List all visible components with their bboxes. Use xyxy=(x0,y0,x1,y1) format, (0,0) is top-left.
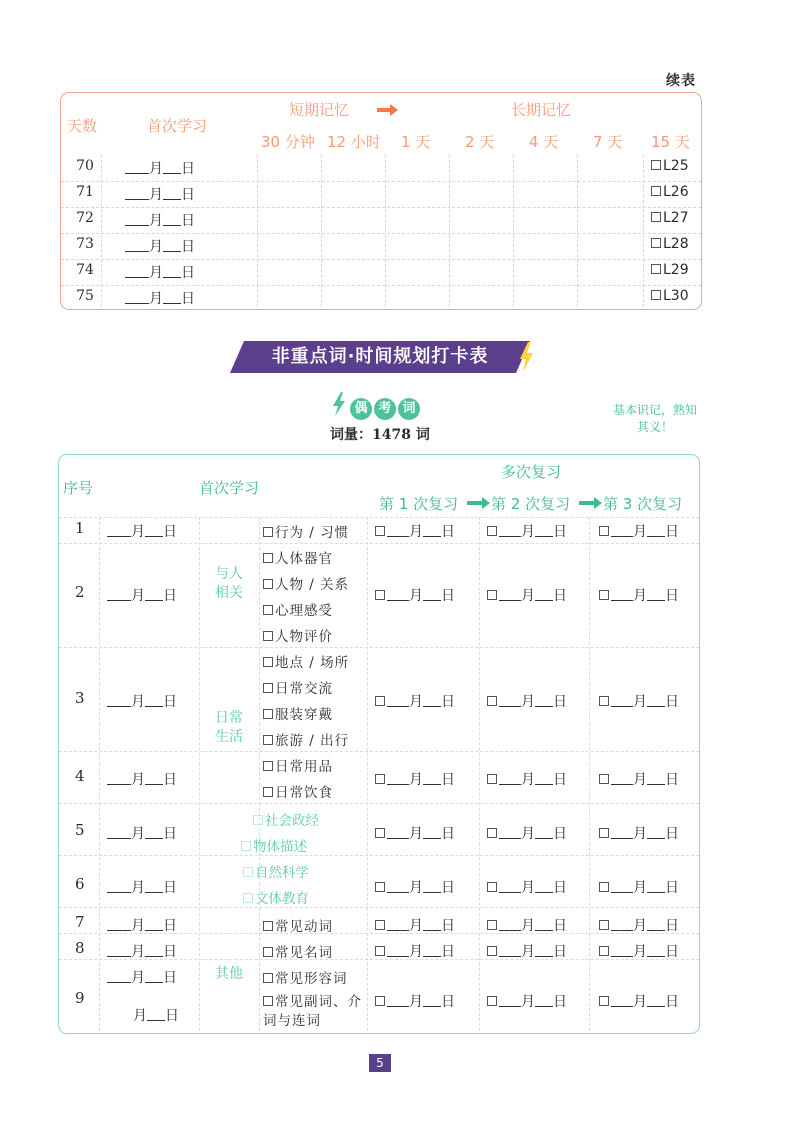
checkbox-icon xyxy=(263,921,273,931)
day-number: 70 xyxy=(76,158,94,174)
word-count: 词量：1478 词 xyxy=(330,427,430,443)
review-date-field[interactable]: 月 日 xyxy=(375,877,455,897)
lesson-checkbox[interactable]: L28 xyxy=(651,236,689,252)
category-label: 与人 相关 xyxy=(215,566,243,601)
header-interval-30min: 30 分钟 xyxy=(261,133,315,151)
review-date-field[interactable]: 月 日 xyxy=(599,941,679,961)
header-review-1: 第 1 次复习 xyxy=(379,495,459,513)
category-label: 其他 xyxy=(215,966,243,982)
subcategory-checkbox[interactable]: 人物评价 xyxy=(263,625,333,645)
checkbox-icon xyxy=(651,160,661,170)
checkbox-icon xyxy=(487,920,497,930)
review-date-field[interactable]: 月 日 xyxy=(375,823,455,843)
checkbox-icon xyxy=(651,290,661,300)
date-field[interactable]: 月 日 xyxy=(107,769,177,789)
row-number: 1 xyxy=(75,519,85,537)
subcategory-checkbox[interactable]: 心理感受 xyxy=(263,599,333,619)
arrow-right-icon xyxy=(377,103,399,117)
table-row xyxy=(61,207,701,233)
header-index: 序号 xyxy=(63,479,94,497)
checkbox-icon xyxy=(599,526,609,536)
checkbox-icon xyxy=(599,920,609,930)
header-short-term: 短期记忆 xyxy=(289,101,350,119)
date-field[interactable]: 月 日 xyxy=(107,877,177,897)
checkbox-icon xyxy=(263,787,273,797)
subcategory-checkbox[interactable]: 物体描述 xyxy=(241,835,307,855)
date-field[interactable]: 月 日 xyxy=(133,1008,179,1024)
subcategory-checkbox[interactable]: 常见形容词 xyxy=(263,967,348,987)
header-interval-2d: 2 天 xyxy=(465,133,495,151)
date-field[interactable]: 月 日 xyxy=(107,941,177,961)
review-date-field[interactable]: 月 日 xyxy=(375,941,455,961)
row-number: 2 xyxy=(75,583,85,601)
subcategory-checkbox[interactable]: 日常交流 xyxy=(263,677,333,697)
row-number: 4 xyxy=(75,767,85,785)
checkbox-icon xyxy=(375,882,385,892)
lesson-checkbox[interactable]: L25 xyxy=(651,158,689,174)
lightning-bolt-icon xyxy=(518,342,534,372)
review-date-field[interactable]: 月 日 xyxy=(375,915,455,935)
review-date-field[interactable]: 月 日 xyxy=(599,991,679,1011)
review-date-field[interactable]: 月 日 xyxy=(599,915,679,935)
date-field[interactable]: 月 日 xyxy=(125,236,195,256)
checkbox-icon xyxy=(375,920,385,930)
review-date-field[interactable]: 月 日 xyxy=(487,877,567,897)
table-row xyxy=(61,181,701,207)
day-number: 73 xyxy=(76,236,94,252)
review-date-field[interactable]: 月 日 xyxy=(599,877,679,897)
checkbox-icon xyxy=(263,735,273,745)
checkbox-icon xyxy=(375,526,385,536)
side-note: 基本识记，熟知其义！ xyxy=(612,403,697,434)
checkbox-icon xyxy=(487,828,497,838)
date-field[interactable]: 月 日 xyxy=(107,967,177,987)
review-date-field[interactable]: 月 日 xyxy=(487,823,567,843)
lesson-checkbox[interactable]: L27 xyxy=(651,210,689,226)
table-row xyxy=(61,259,701,285)
checkbox-icon xyxy=(263,605,273,615)
checkbox-icon xyxy=(599,946,609,956)
subcategory-checkbox[interactable]: 常见副词、介词与连词 xyxy=(263,994,362,1029)
review-date-field[interactable]: 月 日 xyxy=(375,991,455,1011)
checkbox-icon xyxy=(263,683,273,693)
checkbox-icon xyxy=(375,946,385,956)
date-field[interactable]: 月 日 xyxy=(125,184,195,204)
checkbox-icon xyxy=(263,657,273,667)
checkbox-icon xyxy=(599,828,609,838)
checkbox-icon xyxy=(599,590,609,600)
checkbox-icon xyxy=(651,264,661,274)
category-subtitle xyxy=(332,392,422,418)
review-date-field[interactable]: 月 日 xyxy=(599,823,679,843)
review-date-field[interactable]: 月 日 xyxy=(487,585,567,605)
review-date-field[interactable]: 月 日 xyxy=(375,585,455,605)
day-number: 71 xyxy=(76,184,94,200)
checkbox-icon xyxy=(599,696,609,706)
checkbox-icon xyxy=(263,947,273,957)
checkbox-icon xyxy=(487,996,497,1006)
lesson-checkbox[interactable]: L29 xyxy=(651,262,689,278)
review-date-field[interactable]: 月 日 xyxy=(487,521,567,541)
checkbox-icon xyxy=(263,996,273,1006)
header-review-group: 多次复习 xyxy=(501,463,562,481)
row-number: 5 xyxy=(75,821,85,839)
subcategory-checkbox[interactable]: 服装穿戴 xyxy=(263,703,333,723)
date-field[interactable]: 月 日 xyxy=(107,691,177,711)
review-date-field[interactable]: 月 日 xyxy=(487,769,567,789)
lesson-checkbox[interactable]: L30 xyxy=(651,288,689,304)
arrow-right-icon xyxy=(467,496,491,510)
date-field[interactable]: 月 日 xyxy=(107,585,177,605)
subcategory-checkbox[interactable]: 旅游 / 出行 xyxy=(263,729,349,749)
category-label: 日常 生活 xyxy=(215,710,243,745)
review-date-field[interactable]: 月 日 xyxy=(599,585,679,605)
lesson-checkbox[interactable]: L26 xyxy=(651,184,689,200)
subcategory-checkbox[interactable]: 日常用品 xyxy=(263,755,333,775)
header-review-2: 第 2 次复习 xyxy=(491,495,571,513)
subcategory-checkbox[interactable]: 常见动词 xyxy=(263,915,333,935)
review-date-field[interactable]: 月 日 xyxy=(599,769,679,789)
section-title-banner xyxy=(230,341,530,373)
header-first-study: 首次学习 xyxy=(147,117,208,135)
checkbox-icon xyxy=(599,774,609,784)
date-field[interactable]: 月 日 xyxy=(107,915,177,935)
date-field[interactable]: 月 日 xyxy=(125,158,195,178)
page-number: 5 xyxy=(369,1054,391,1072)
header-interval-4d: 4 天 xyxy=(529,133,559,151)
review-date-field[interactable]: 月 日 xyxy=(487,691,567,711)
review-date-field[interactable]: 月 日 xyxy=(487,915,567,935)
continuation-label: 续表 xyxy=(666,73,696,89)
header-interval-15d: 15 天 xyxy=(651,133,690,151)
checkbox-icon xyxy=(487,696,497,706)
checkbox-icon xyxy=(263,973,273,983)
checkbox-icon xyxy=(487,882,497,892)
date-field[interactable]: 月 日 xyxy=(107,823,177,843)
row-number: 8 xyxy=(75,939,85,957)
review-checkin-table xyxy=(58,454,700,1034)
header-review-3: 第 3 次复习 xyxy=(603,495,683,513)
review-date-field[interactable]: 月 日 xyxy=(375,769,455,789)
row-number: 3 xyxy=(75,689,85,707)
subcategory-checkbox[interactable]: 常见名词 xyxy=(263,941,333,961)
subcategory-checkbox[interactable]: 自然科学 xyxy=(243,861,309,881)
date-field[interactable]: 月 日 xyxy=(125,210,195,230)
date-field[interactable]: 月 日 xyxy=(107,521,177,541)
checkbox-icon xyxy=(263,631,273,641)
checkbox-icon xyxy=(375,996,385,1006)
review-date-field[interactable]: 月 日 xyxy=(599,521,679,541)
day-number: 75 xyxy=(76,288,94,304)
header-interval-12h: 12 小时 xyxy=(327,133,381,151)
checkbox-icon xyxy=(263,553,273,563)
table-row xyxy=(61,285,701,311)
header-interval-1d: 1 天 xyxy=(401,133,431,151)
checkbox-icon xyxy=(599,882,609,892)
header-long-term: 长期记忆 xyxy=(511,101,572,119)
checkbox-icon xyxy=(599,996,609,1006)
day-number: 72 xyxy=(76,210,94,226)
review-date-field[interactable]: 月 日 xyxy=(487,941,567,961)
row-number: 6 xyxy=(75,875,85,893)
checkbox-icon xyxy=(375,696,385,706)
review-date-field[interactable]: 月 日 xyxy=(375,521,455,541)
row-number: 7 xyxy=(75,913,85,931)
subcategory-checkbox[interactable]: 人体器官 xyxy=(263,547,333,567)
header-interval-7d: 7 天 xyxy=(593,133,623,151)
review-schedule-table-continued xyxy=(60,92,702,310)
subcategory-checkbox[interactable]: 地点 / 场所 xyxy=(263,651,349,671)
subtitle-char: 词 xyxy=(398,398,420,420)
subcategory-checkbox[interactable]: 社会政经 xyxy=(253,809,319,829)
review-date-field[interactable]: 月 日 xyxy=(375,691,455,711)
checkbox-icon xyxy=(487,590,497,600)
date-field[interactable]: 月 日 xyxy=(125,288,195,308)
section-title: 非重点词·时间规划打卡表 xyxy=(271,346,489,367)
checkbox-icon xyxy=(487,774,497,784)
header-day: 天数 xyxy=(67,117,98,135)
checkbox-icon xyxy=(263,709,273,719)
checkbox-icon xyxy=(375,774,385,784)
table-row xyxy=(61,233,701,259)
subtitle-char: 偶 xyxy=(350,398,372,420)
arrow-right-icon xyxy=(579,496,603,510)
lightning-bolt-icon xyxy=(332,392,346,416)
checkbox-icon xyxy=(651,212,661,222)
checkbox-icon xyxy=(487,526,497,536)
subcategory-checkbox[interactable]: 文体教育 xyxy=(243,887,309,907)
checkbox-icon xyxy=(651,238,661,248)
checkbox-icon xyxy=(487,946,497,956)
checkbox-icon xyxy=(263,761,273,771)
checkbox-icon xyxy=(263,527,273,537)
checkbox-icon xyxy=(375,828,385,838)
subcategory-checkbox[interactable]: 日常饮食 xyxy=(263,781,333,801)
date-field[interactable]: 月 日 xyxy=(125,262,195,282)
subtitle-char: 考 xyxy=(374,398,396,420)
checkbox-icon xyxy=(375,590,385,600)
subcategory-checkbox[interactable]: 行为 / 习惯 xyxy=(263,521,349,541)
row-number: 9 xyxy=(75,989,85,1007)
review-date-field[interactable]: 月 日 xyxy=(487,991,567,1011)
table-row xyxy=(61,155,701,181)
header-first-study: 首次学习 xyxy=(199,479,260,497)
day-number: 74 xyxy=(76,262,94,278)
subcategory-checkbox[interactable]: 人物 / 关系 xyxy=(263,573,349,593)
checkbox-icon xyxy=(263,579,273,589)
review-date-field[interactable]: 月 日 xyxy=(599,691,679,711)
checkbox-icon xyxy=(651,186,661,196)
